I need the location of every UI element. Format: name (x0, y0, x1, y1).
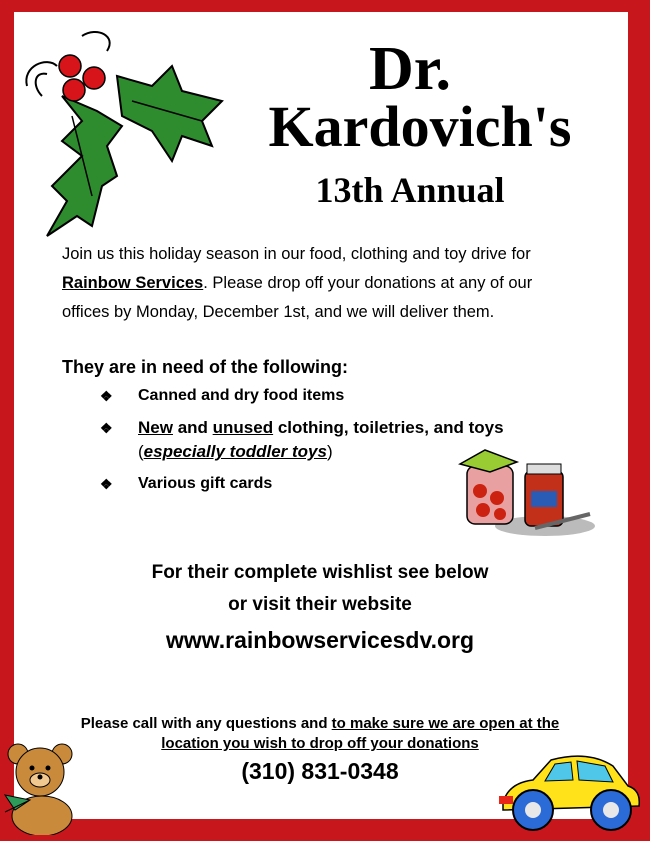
intro-text-after: . Please drop off your donations at any of our offices by Monday, December 1st, and we will deliver them. (62, 274, 533, 321)
org-name: Rainbow Services (62, 274, 204, 292)
contact-plain: Please call with any questions and (80, 715, 332, 732)
item-text: Canned and dry food items (138, 387, 345, 404)
item-unused: unused (212, 418, 274, 437)
item-sub-emphasis: especially toddler toys (143, 442, 327, 461)
subtitle: 13th Annual (315, 170, 505, 210)
item-new: New (138, 418, 173, 437)
intro-paragraph (62, 240, 582, 327)
bullet-icon: ❖ (100, 420, 113, 436)
title-line-2: Kardovich's (268, 94, 572, 159)
teddy-bear-icon (0, 740, 90, 835)
bullet-icon: ❖ (100, 476, 113, 492)
contact-note (80, 714, 560, 754)
needs-heading: They are in need of the following: (62, 357, 349, 377)
bullet-icon: ❖ (100, 388, 113, 404)
holly-icon (22, 26, 242, 246)
list-item (100, 384, 560, 408)
item-and: and (172, 418, 213, 437)
item-sub: (especially toddler toys) (138, 442, 333, 461)
wishlist-line-1: For their complete wishlist see below (151, 562, 489, 583)
contact-underlined: to make sure we are open at the location you wish to drop off your donations (161, 715, 560, 752)
website-link[interactable]: www.rainbowservicesdv.org (165, 627, 475, 653)
item-text: Various gift cards (138, 475, 273, 492)
title-line-1: Dr. (368, 35, 452, 103)
wishlist-line-2: or visit their website (228, 594, 412, 615)
toy-car-icon (493, 748, 643, 836)
item-text: clothing, toiletries, and toys (273, 418, 504, 437)
intro-text-before: Join us this holiday season in our food, clothing and toy drive for (62, 245, 531, 263)
jam-jars-icon (455, 446, 595, 541)
phone-number: (310) 831-0348 (241, 758, 399, 784)
